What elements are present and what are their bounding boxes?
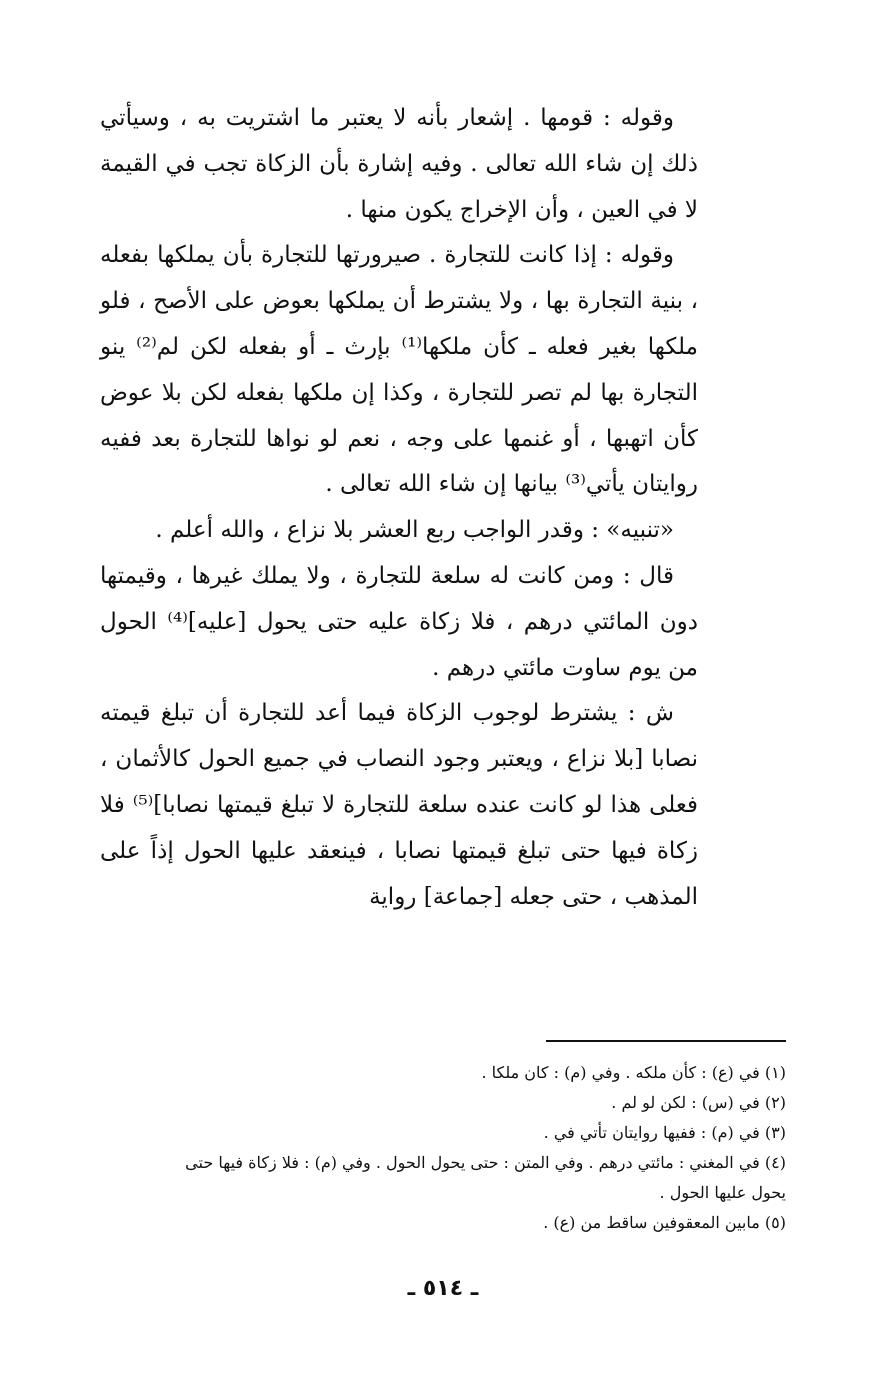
footnotes (100, 1058, 786, 1238)
paragraph (100, 554, 698, 691)
page-number: ـ ٥١٤ ـ (407, 1276, 479, 1301)
paragraph (100, 96, 698, 233)
footnote: (٣) في (م) : ففيها روايتان تأتي في . (543, 1123, 786, 1142)
footnote-continuation: يحول عليها الحول . (659, 1183, 786, 1202)
paragraph (100, 233, 698, 508)
paragraph (100, 508, 698, 554)
footnote: (١) في (ع) : كأن ملكه . وفي (م) : كان ملكا . (481, 1063, 786, 1082)
paragraph-text: «تنبيه» : وقدر الواجب ربع العشر بلا نزاع ، والله أعلم . (155, 517, 674, 544)
footnote: (٢) في (س) : لكن لو لم . (611, 1093, 786, 1112)
paragraph-text: وقوله : قومها . إشعار بأنه لا يعتبر ما اشتريت به ، وسيأتي ذلك إن شاء الله تعالى . وفيه إشارة بأن الزكاة تجب في القيمة لا في العين ، وأن الإخراج يكون منها . (100, 105, 698, 223)
footnote: (٥) مابين المعقوفين ساقط من (ع) . (543, 1213, 786, 1232)
paragraph-text: وقوله : إذا كانت للتجارة . صيرورتها للتجارة بأن يملكها بفعله ، بنية التجارة بها ، ولا يشترط أن يملكها بعوض على الأصح ، فلو ملكها بغير فعله ـ كأن ملكها⁽¹⁾ بإرث ـ أو بفعله لكن لم⁽²⁾ ينو التجارة بها لم تصر للتجارة ، وكذا إن ملكها بفعله لكن بلا عوض كأن اتهبها ، أو غنمها على وجه ، نعم لو نواها للتجارة بعد ففيه روايتان يأتي⁽³⁾ بيانها إن شاء الله تعالى . (100, 242, 698, 498)
paragraph (100, 691, 698, 920)
paragraph-text: ش : يشترط لوجوب الزكاة فيما أعد للتجارة أن تبلغ قيمته نصابا [بلا نزاع ، ويعتبر وجود النصاب في جميع الحول كالأثمان ، فعلى هذا لو كانت عنده سلعة للتجارة لا تبلغ قيمتها نصابا]⁽⁵⁾ فلا زكاة فيها حتى تبلغ قيمتها نصابا ، فينعقد عليها الحول إذاً على المذهب ، حتى جعله [جماعة] رواية (100, 700, 698, 910)
footnote: (٤) في المغني : مائتي درهم . وفي المتن : حتى يحول الحول . وفي (م) : فلا زكاة فيها حتى (185, 1153, 786, 1172)
main-text (100, 96, 698, 920)
paragraph-text: قال : ومن كانت له سلعة للتجارة ، ولا يملك غيرها ، وقيمتها دون المائتي درهم ، فلا زكاة عليه حتى يحول [عليه]⁽⁴⁾ الحول من يوم ساوت مائتي درهم . (100, 562, 698, 681)
footnote-separator (546, 1040, 786, 1042)
